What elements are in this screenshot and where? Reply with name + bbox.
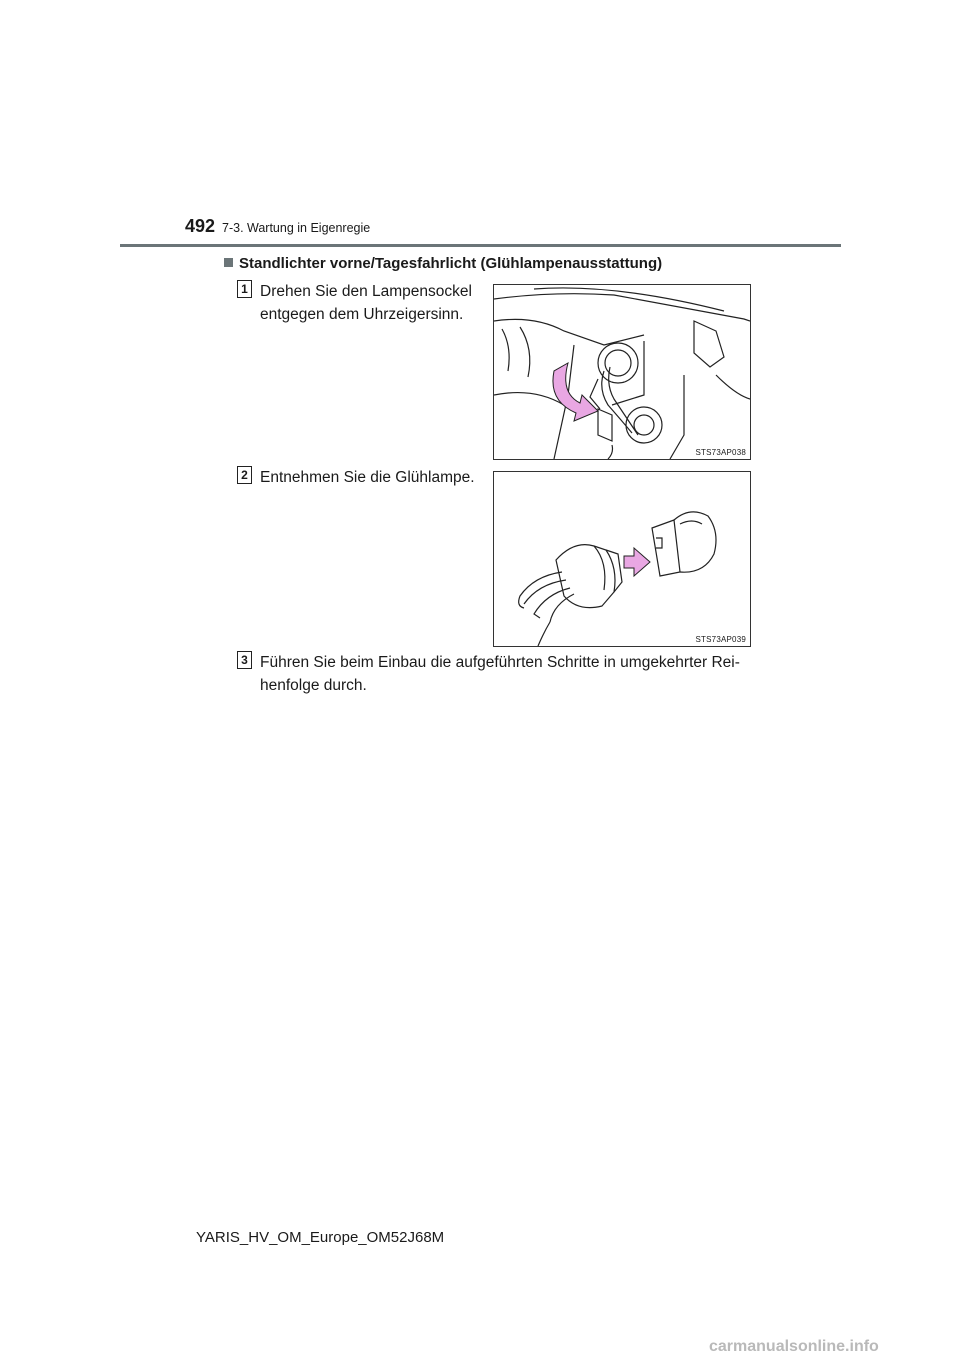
heading-text: Standlichter vorne/Tagesfahrlicht (Glühlampenausstattung) — [239, 255, 663, 272]
figure-bulb-removal — [493, 471, 751, 647]
step-2-text: Entnehmen Sie die Glühlampe. — [260, 469, 475, 486]
step-1-badge: 1 — [237, 280, 252, 298]
lamp-socket-illustration — [494, 285, 750, 459]
step-1-line-1: Drehen Sie den Lampensockel — [260, 283, 472, 300]
figure-lamp-socket-rotation — [493, 284, 751, 460]
step-3-text — [260, 651, 745, 697]
step-2-badge: 2 — [237, 466, 252, 484]
figure-code-2: STS73AP039 — [695, 635, 746, 644]
step-1-line-2: entgegen dem Uhrzeigersinn. — [260, 306, 464, 323]
step-3-line-1: Führen Sie beim Einbau die aufgeführten Schritte in umgekehrter Rei- — [260, 654, 740, 671]
square-bullet-icon — [224, 258, 233, 267]
watermark: carmanualsonline.info — [709, 1338, 879, 1355]
step-3-badge: 3 — [237, 651, 252, 669]
bulb-removal-illustration — [494, 472, 750, 646]
section-title: 7-3. Wartung in Eigenregie — [222, 221, 371, 235]
header-rule — [120, 244, 841, 247]
figure-code-1: STS73AP038 — [695, 448, 746, 457]
subsection-heading — [224, 255, 662, 272]
page-number: 492 — [185, 216, 216, 236]
step-1-text — [260, 280, 477, 326]
footer-doc-id: YARIS_HV_OM_Europe_OM52J68M — [196, 1229, 445, 1246]
step-3-line-2: henfolge durch. — [260, 677, 367, 694]
